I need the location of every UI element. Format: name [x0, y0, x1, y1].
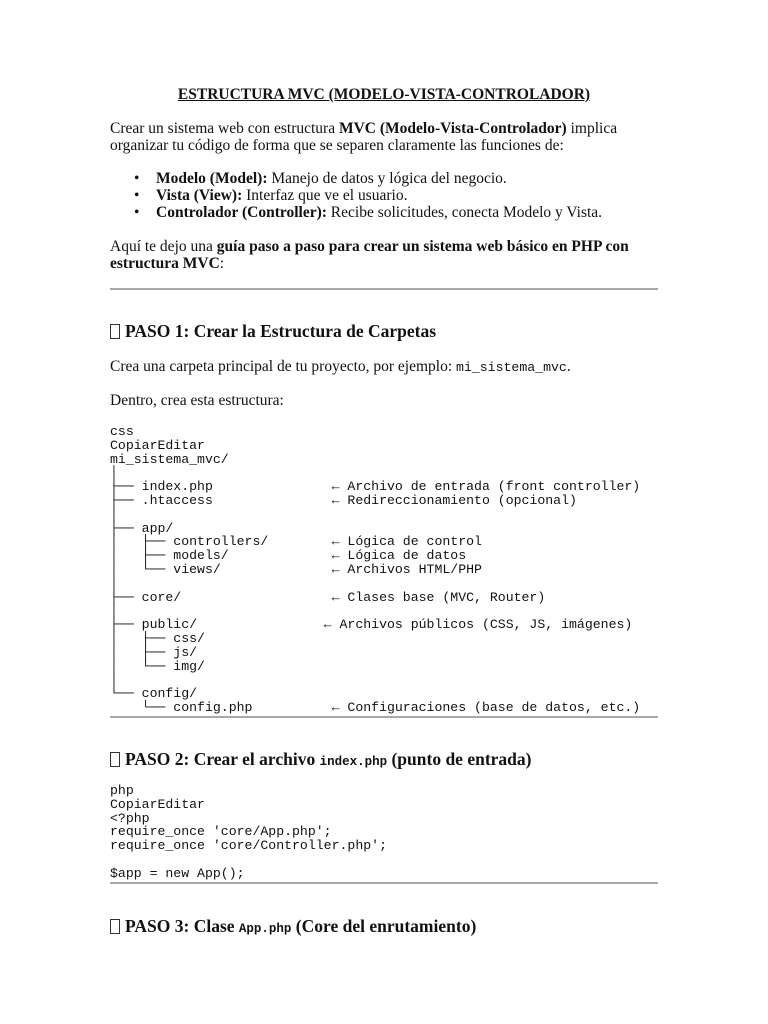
list-item-desc: Interfaz que ve el usuario. — [242, 187, 408, 204]
list-item — [156, 187, 602, 204]
missing-glyph-icon — [110, 324, 120, 339]
guide-paragraph — [110, 238, 658, 272]
list-item-desc: Manejo de datos y lógica del negocio. — [267, 170, 507, 187]
step1-paragraph — [110, 358, 658, 376]
guide-text-end: : — [219, 255, 225, 272]
step1-heading — [110, 321, 436, 341]
intro-paragraph — [110, 120, 658, 154]
intro-bold: MVC (Modelo-Vista-Controlador) — [338, 120, 567, 137]
list-item-term: Modelo (Model): — [156, 170, 268, 187]
step3-heading — [110, 916, 476, 939]
step2-heading-text: PASO 2: Crear el archivo — [125, 749, 320, 769]
step1-text-end: . — [566, 358, 571, 375]
divider — [110, 882, 658, 884]
step2-heading — [110, 749, 531, 772]
list-item-term: Controlador (Controller): — [156, 204, 327, 221]
intro-text-end: implica organizar tu código de forma que se separen claramente las funciones de: — [110, 120, 618, 154]
mvc-list — [110, 170, 602, 221]
guide-bold: guía paso a paso para crear un sistema web básico en PHP con estructura MVC — [110, 238, 629, 272]
divider — [110, 716, 658, 718]
inline-code: mi_sistema_mvc — [456, 360, 567, 375]
step1-heading-text: PASO 1: Crear la Estructura de Carpetas — [125, 321, 437, 341]
step3-heading-text-end: (Core del enrutamiento) — [291, 916, 477, 936]
step1-text: Crea una carpeta principal de tu proyecto, por ejemplo: — [110, 358, 457, 375]
divider — [110, 288, 658, 290]
step2-heading-text-end: (punto de entrada) — [387, 749, 532, 769]
list-item-term: Vista (View): — [156, 187, 243, 204]
intro-text: Crear un sistema web con estructura — [110, 120, 339, 137]
missing-glyph-icon — [110, 919, 120, 934]
heading-code: index.php — [319, 755, 388, 769]
step1-paragraph-2: Dentro, crea esta estructura: — [110, 392, 284, 409]
list-item-desc: Recibe solicitudes, conecta Modelo y Vista. — [326, 204, 603, 221]
missing-glyph-icon — [110, 752, 120, 767]
guide-text: Aquí te dejo una — [110, 238, 217, 255]
heading-code: App.php — [238, 922, 292, 936]
folder-structure-code: css CopiarEditar mi_sistema_mvc/ │ ├── index.php ← Archivo de entrada (front controller) ├── .htaccess ← Redireccionamiento (opcional) │ ├── app/ │ ├── controllers/ ← Lógica de control │ ├── models/ ← Lógica de datos │ └── views/ ← Archivos HTML/PHP │ ├── core/ ← Clases base (MVC, Router) │ ├── public/ ← Archivos públicos (CSS, JS, imágenes) │ ├── css/ │ ├── js/ │ └── img/ │ └── config/ └── config.php ← Configuraciones (base de datos, etc.) — [110, 424, 641, 715]
list-item — [156, 204, 602, 221]
index-php-code: php CopiarEditar <?php require_once 'core/App.php'; require_once 'core/Controller.php'; $app = new App(); — [110, 783, 387, 881]
step3-heading-text: PASO 3: Clase — [125, 916, 239, 936]
document-title: ESTRUCTURA MVC (MODELO-VISTA-CONTROLADOR) — [177, 86, 591, 103]
list-item — [156, 170, 602, 187]
